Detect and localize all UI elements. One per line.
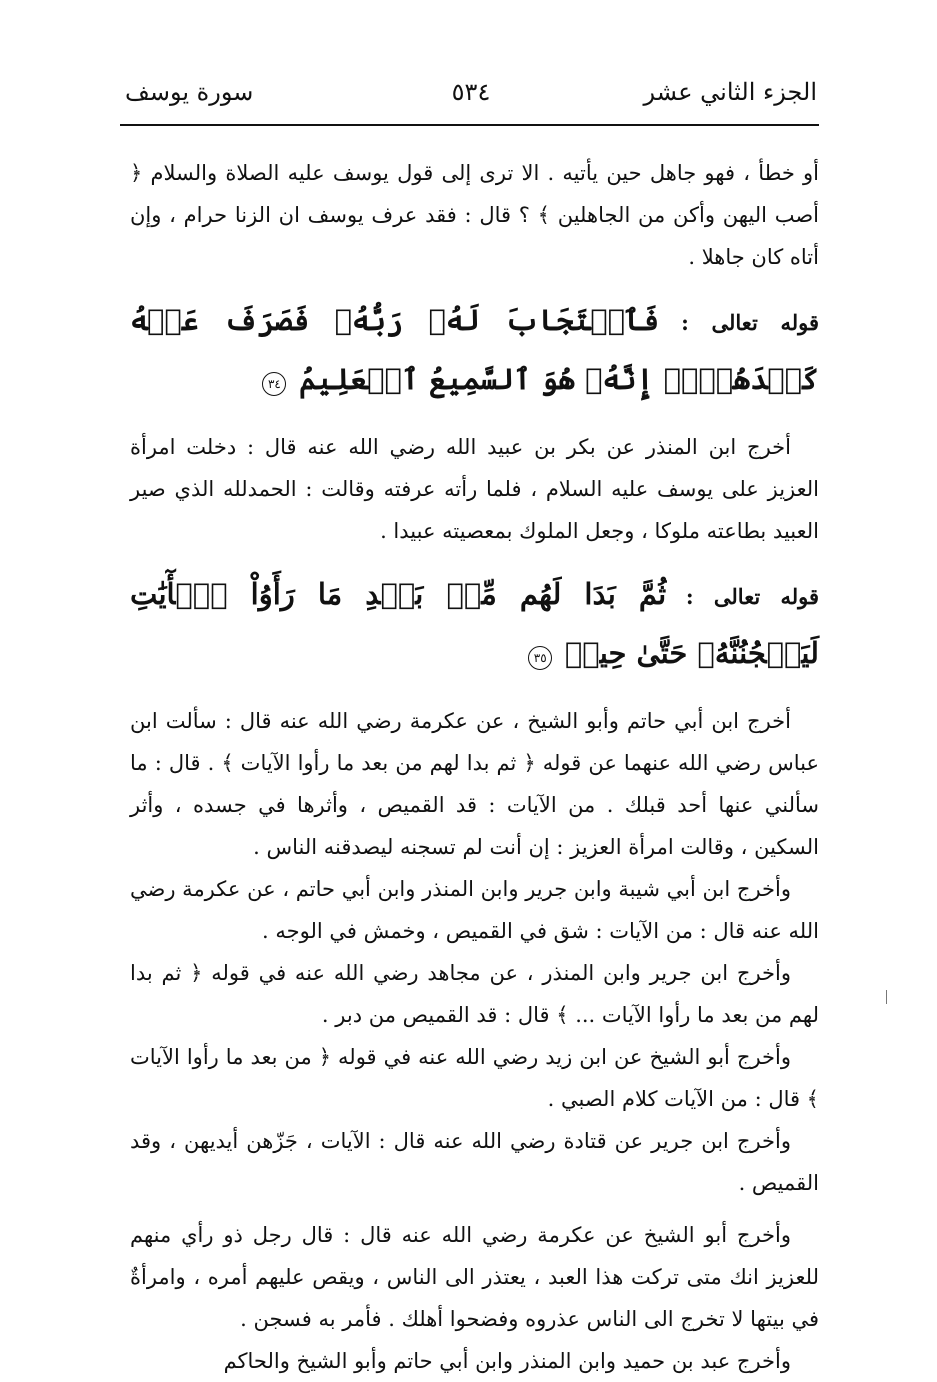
margin-mark: [886, 990, 887, 1004]
paragraph: أخرج ابن أبي حاتم وأبو الشيخ ، عن عكرمة رضي الله عنه قال : سألت ابن عباس رضي الله عنهما عن قوله ﴿ ثم بدا لهم من بعد ما رأوا الآيات ﴾ . قال : ما سألني عنها أحد قبلك . من الآيات : قد القميص ، وأثرها في جسده ، وأثر السكين ، وقالت امرأة العزيز : إن أنت لم تسجنه ليصدقنه الناس .: [130, 709, 819, 859]
verse-block: [130, 292, 819, 410]
page-number: ٥٣٤: [451, 78, 491, 106]
quran-verse: ثُمَّ بَدَا لَهُم مِّنۢ بَعۡدِ مَا رَأَوُاْ ٱلۡأٓيَٰتِ لَيَسۡجُنُنَّهُۥ حَتَّىٰ حِينٖ: [130, 577, 819, 670]
header-divider: [120, 124, 819, 126]
verse-block: [130, 566, 819, 684]
paragraph: أو خطأ ، فهو جاهل حين يأتيه . الا ترى إلى قول يوسف عليه الصلاة والسلام ﴿ أصب اليهن وأكن من الجاهلين ﴾ ؟ قال : فقد عرف يوسف ان الزنا حرام ، وإن أتاه كان جاهلا .: [130, 161, 819, 269]
quran-verse: فَٱسۡتَجَابَ لَهُۥ رَبُّهُۥ فَصَرَفَ عَنۡهُ كَيۡدَهُنَّۚ إِنَّهُۥ هُوَ ٱلسَّمِيعُ ٱلۡعَلِيمُ: [130, 303, 819, 396]
paragraph: وأخرج عبد بن حميد وابن المنذر وابن أبي حاتم وأبو الشيخ والحاكم: [223, 1349, 791, 1373]
verse-intro: قوله تعالى :: [681, 310, 819, 335]
ayah-number-marker: ٣٥: [528, 646, 552, 670]
paragraph: وأخرج أبو الشيخ عن ابن زيد رضي الله عنه في قوله ﴿ من بعد ما رأوا الآيات ﴾ قال : من الآيات كلام الصبي .: [130, 1045, 819, 1111]
paragraph: وأخرج ابن أبي شيبة وابن جرير وابن المنذر وابن أبي حاتم ، عن عكرمة رضي الله عنه قال : من الآيات : شق في القميص ، وخمش في الوجه .: [130, 877, 819, 943]
ayah-number-marker: ٣٤: [262, 372, 286, 396]
body-text: [130, 152, 819, 1382]
paragraph: وأخرج ابن جرير وابن المنذر ، عن مجاهد رضي الله عنه في قوله ﴿ ثم بدا لهم من بعد ما رأوا الآيات ... ﴾ قال : قد القميص من دبر .: [130, 961, 819, 1027]
paragraph: وأخرج ابن جرير عن قتادة رضي الله عنه قال : الآيات ، جَزّهن أيديهن ، وقد القميص .: [130, 1129, 819, 1195]
surah-title: سورة يوسف: [125, 78, 254, 106]
paragraph: وأخرج أبو الشيخ عن عكرمة رضي الله عنه قال : قال رجل ذو رأي منهم للعزيز انك متى تركت هذا العبد ، يعتذر الى الناس ، ويقص عليهم أمره ، وامرأةٌ في بيتها لا تخرج الى الناس عذروه وفضحوا أهلك . فأمر به فسجن .: [130, 1223, 819, 1331]
paragraph: أخرج ابن المنذر عن بكر بن عبيد الله رضي الله عنه قال : دخلت امرأة العزيز على يوسف عليه السلام ، فلما رأته عرفته وقالت : الحمدلله الذي صير العبيد بطاعته ملوكا ، وجعل الملوك بمعصيته عبيدا .: [130, 435, 819, 543]
verse-intro: قوله تعالى :: [685, 584, 819, 609]
running-header: [125, 78, 817, 118]
juz-title: الجزء الثاني عشر: [643, 78, 817, 106]
